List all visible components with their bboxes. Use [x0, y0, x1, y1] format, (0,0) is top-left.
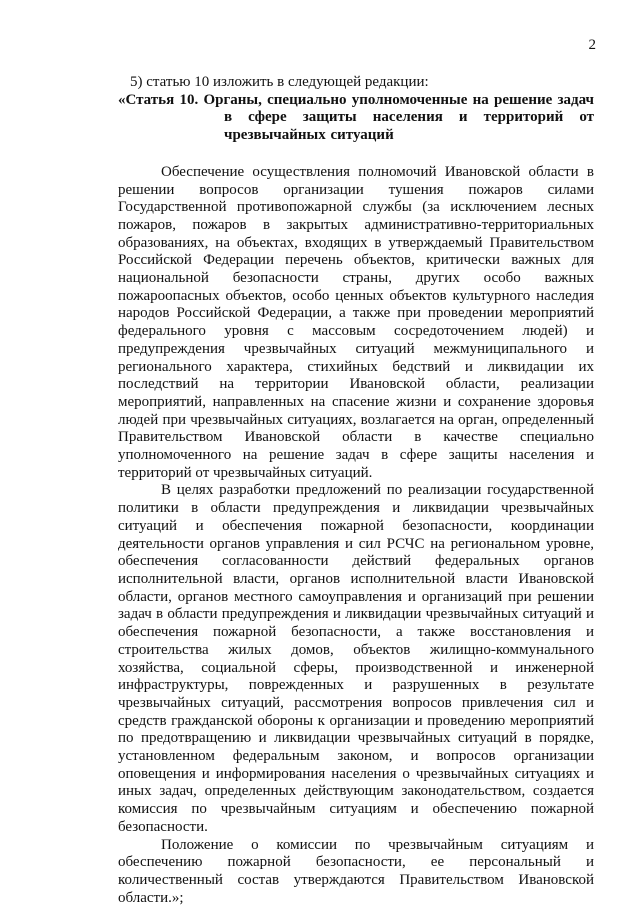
document-body [118, 74, 594, 907]
body-paragraph: Обеспечение осуществления полномочий Ивановской области в решении вопросов организации тушения пожаров силами Государственной противопожарной службы (за исключением лесных пожаров, пожаров в закрытых административно-территориальных образованиях, на объектах, входящих в утверждаемый Правительством Российской Федерации перечень объектов, критически важных для национальной безопасности страны, других особо важных пожароопасных объектов, особо ценных объектов культурного наследия народов Российской Федерации, а также при проведении мероприятий федерального уровня с массовым сосредоточением людей) и предупреждения чрезвычайных ситуаций межмуниципального и регионального характера, стихийных бедствий и ликвидации их последствий на территории Ивановской области, реализации мероприятий, направленных на спасение жизни и сохранение здоровья людей при чрезвычайных ситуациях, возлагается на орган, определенный Правительством Ивановской области в качестве специально уполномоченного на решение задач в сфере защиты населения и территорий от чрезвычайных ситуаций. [118, 163, 594, 481]
amendment-intro: 5) статью 10 изложить в следующей редакции: [130, 74, 429, 90]
body-paragraph: Положение о комиссии по чрезвычайным ситуациям и обеспечению пожарной безопасности, ее персональный и количественный состав утверждаются Правительством Ивановской области.»; [118, 836, 594, 906]
body-paragraph: В целях разработки предложений по реализации государственной политики в области предупреждения и ликвидации чрезвычайных ситуаций и обеспечения пожарной безопасности, координации деятельности органов управления и сил РСЧС на региональном уровне, обеспечения согласованности действий федеральных органов исполнительной власти, органов исполнительной власти Ивановской области, органов местного самоуправления и организаций при решении задач в области предупреждения и ликвидации чрезвычайных ситуаций и обеспечения пожарной безопасности, а также восстановления и строительства жилых домов, объектов жилищно-коммунального хозяйства, социальной сферы, производственной и инженерной инфраструктуры, поврежденных и разрушенных в результате чрезвычайных ситуаций, рассмотрения вопросов привлечения сил и средств гражданской обороны к организации и проведению мероприятий по предотвращению и ликвидации чрезвычайных ситуаций в порядке, установленном федеральным законом, и вопросов организации оповещения и информирования населения о чрезвычайных ситуациях и иных задач, определенных действующим законодательством, создается комиссия по чрезвычайным ситуациям и обеспечению пожарной безопасности. [118, 482, 594, 835]
article-heading: «Статья 10. Органы, специально уполномоченные на решение задач в сфере защиты населения и территорий от чрезвычайных ситуаций [118, 91, 594, 144]
page-number: 2 [588, 37, 596, 53]
